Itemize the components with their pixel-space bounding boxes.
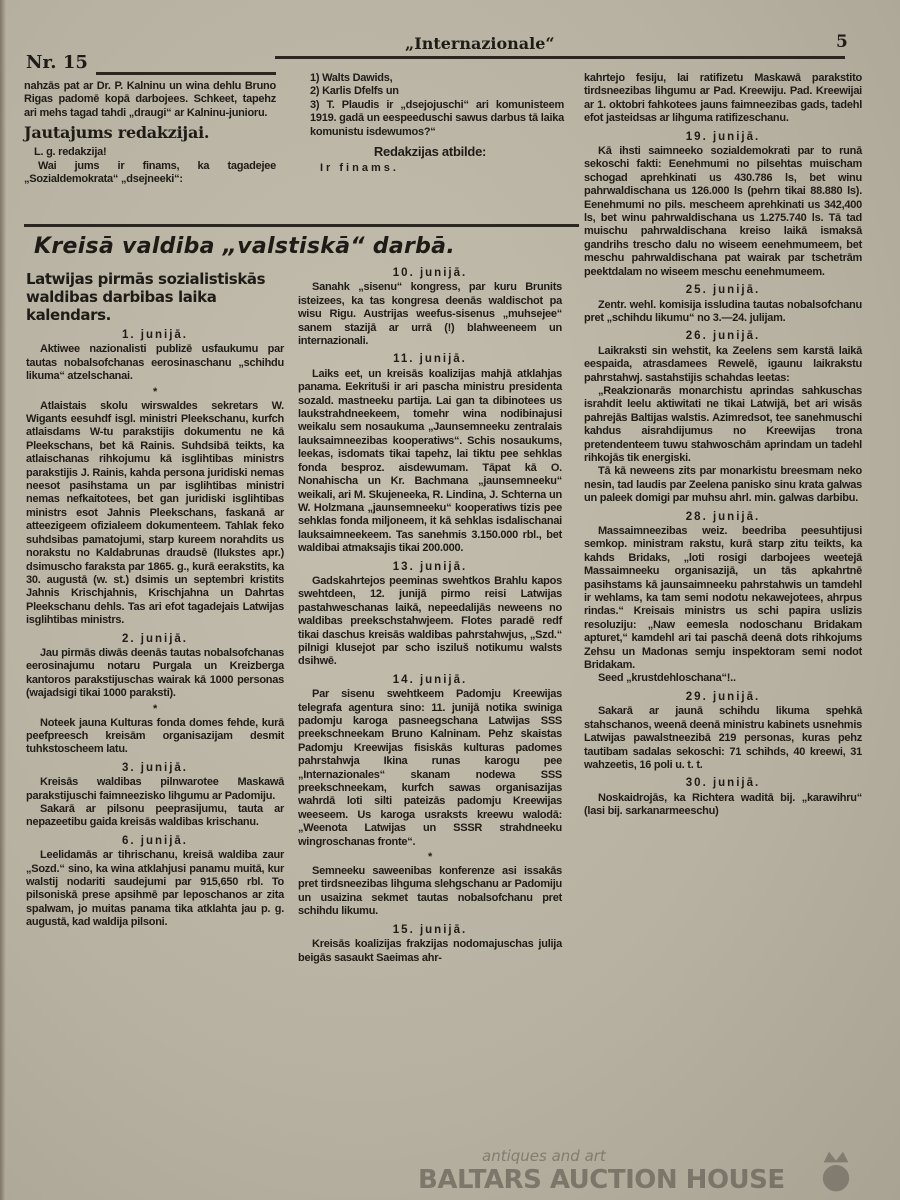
header-rule (275, 56, 845, 59)
entry-date: 26. junijā. (685, 330, 761, 343)
entry-text: Par sisenu swehtkeem Padomju Kreewijas telegrafa agentura sino: 11. junijā notika swiniga padomju karoga pasneegschana Latwijas SSS preekschneekam Bruno Kalninam. Pehz skaistas Padomju Kreewijas fisiskās kulturas padomes pahrstahwja Ikina runas karogu pee „Internazionales“ skanam nodewa SSS preekschneekam, kurfch sawas organisazijas wahrdā loti silti pateizās padomju Kreewijas weeseem. Us karoga usraksts kreewu walodā: „Weenota Latwijas un SSSR strahdneeku wingroschanas fronte“. (298, 688, 562, 848)
entry-date: 19. junijā. (685, 130, 761, 143)
sub-headline: Latwijas pirmās sozialistiskās waldibas darbibas laika kalendars. (26, 270, 266, 324)
page-spine-shadow (0, 0, 6, 1200)
main-headline: Kreisā valdiba „valstiskā“ darbā. (34, 234, 455, 259)
entry-text: Noteek jauna Kulturas fonda domes fehde, kurā peefpreesch kreisām organisazijam desmit tuhkstoscheem latu. (26, 716, 284, 756)
entry-date: 11. junijā. (393, 353, 467, 366)
separator-star: * (152, 385, 158, 398)
entry-text: Kreisās waldibas pilnwarotee Maskawā parakstijuschi faimneezisko lihgumu ar Padomiju. (26, 776, 284, 802)
entry-date: 28. junijā. (685, 510, 761, 523)
issue-number: Nr. 15 (26, 52, 88, 73)
entry-text: Jau pirmās diwās deenās tautas nobalsofchanas eerosinajumu notaru Purgala un Kreizberga kantoros parakstijuschas wairak kā 1000 personas (wajadsigi tikai 1000 paraksti). (26, 646, 284, 700)
article-column-left (26, 270, 284, 930)
entry-text: Kreisās koalizijas frakzijas nodomajuschas julija beigās sasaukt Saeimas ahr- (298, 938, 562, 964)
entry-date: 14. junijā. (392, 673, 468, 686)
crown-logo-icon (818, 1150, 854, 1194)
entry-text: Leelidamās ar tihrischanu, kreisā waldiba zaur „Sozd.“ sino, ka wina atklahjusi panamu muitā, kur walstij nodariti saudejumi par 915,650 rbl. To pilsoniskā prese apsihmē par leposchanos ar zita spalwam, jo muitas panama tika atklahta jau p. g. augustā, kad waldija pilsoni. (26, 849, 284, 929)
top-left-column (24, 80, 276, 186)
newspaper-title: „Internazionale“ (405, 34, 555, 53)
entry-date: 29. junijā. (685, 690, 761, 703)
entry-text: Sakarā ar pilsonu peeprasijumu, tauta ar nepazeetibu gaida kreisās waldibas krischanu. (26, 803, 284, 829)
article-column-right (584, 72, 862, 819)
continuation-text: kahrtejo fesiju, lai ratifizetu Maskawā parakstito tirdsneezibas lihgumu ar Pad. Kreewiju. Pad. Kreewijai ar 1. oktobri fahkotees jauns faimneezibas gads, tadehl efot jasteidsas ar lihguma ratifizeschanu. (584, 72, 862, 125)
list-item: 3) T. Plaudis ir „dsejojuschi“ ari komunisteem 1919. gadā un eespeeduschi sawus darbus tā laika komunistu isdewumos?“ (310, 98, 564, 138)
auction-house-watermark (418, 1147, 858, 1198)
entry-text: Sakarā ar jaunā schihdu likuma spehkā stahschanos, weenā deenā ministru kabinets usnehmis Latwijas pawalstneezibā 219 personas, kuras pehz tautibam sadalas sekoschi: 71 schihds, 40 kreewi, 31 wahzeetis, 16 poli u. t. t. (584, 705, 862, 771)
entry-text: Noskaidrojās, ka Richtera waditā bij. „karawihru“ (lasi bij. sarkanarmeeschu) (584, 791, 862, 818)
entry-text: Kā ihsti saimneeko sozialdemokrati par to runā sekoschi fakti: Eenehmumi no pilsehtas muischam schogad aprehkinati us 430.786 ls, bet winu pahrwaldischana us 126.000 ls (pehrn tikai 88.880 ls). Eenehmumi no pils. mescheem aprehkinati us 342,400 ls, bet winu pahrwaldischana us 1.275.740 ls. Tā tad muischu pahrwaldischana kreiso laikā ismaksā gandrihs trescho dalu no wiseem eenehmumeem, bet meschu pahrwaldischana pat wairak par tschetrām peektdalam no wiseem meschu eenehmumeem. (584, 145, 862, 278)
entry-text: Massaimneezibas weiz. beedriba peesuhtijusi semkop. ministram rakstu, kurā starp zitu teikts, ka kahds Bridaks, „loti rosigi darbojees weetejā Massaimneeku organisazijā, un tās apkahrtnē pasihstams kā jaunsaimneeku pahrstahwis un tamdehl ir wehlams, ka tam semi nodotu nekawejotees, ahrpus rindas.“ Kreisais ministrs us schi papira uslizis resoluziju: „Naw eemesla nodoschanu Bridakam apturet,“ kamdehl ari tai paschā deenā dots rihkojums Zehsu un Madonas semju inspektoram semi nodot Bridakam. (584, 525, 862, 672)
entry-date: 3. junijā. (121, 761, 188, 774)
poet-list (296, 72, 564, 139)
header-rule-left (96, 72, 276, 75)
entry-date: 30. junijā. (685, 777, 761, 790)
page-number: 5 (836, 32, 848, 52)
entry-date: 25. junijā. (685, 284, 761, 297)
top-middle-column (296, 72, 564, 176)
separator-star: * (427, 851, 433, 864)
entry-text: Gadskahrtejos peeminas swehtkos Brahlu kapos swehtdeen, 12. junijā pirmo reisi Latwijas pastahweschanas laikā, nepeedalijās neweens no waldibas preekschstahwjeem. Flotes paradē redf tikai daschus kreisās waldibas pahrstahwjus, „Szd.“ pilnigi klusejot par scho isziluš notikumu walsts dsihwē. (298, 574, 562, 668)
entry-date: 2. junijā. (121, 632, 188, 645)
watermark-brand: BALTARS AUCTION HOUSE (418, 1165, 785, 1195)
section-rule (24, 224, 579, 227)
reply-text: Ir finams. (320, 162, 399, 175)
watermark-tagline: antiques and art (482, 1147, 606, 1165)
entry-text: Laikraksti sin wehstit, ka Zeelens sem karstā laikā eespaida, atrasdamees Rewelē, igaunu laikrakstu pahrstahwj. sastahstijis schahdas leetas: (584, 344, 862, 384)
entry-text: Seed „krustdehloschana“!.. (598, 672, 736, 685)
entry-date: 13. junijā. (392, 560, 468, 573)
continuation-text: nahzās pat ar Dr. P. Kalninu un wina dehlu Bruno Rigas padomē kopā darbojees. Schkeet, tapehz ari mehs tagad tahdi „draugi“ ar Kalninu-junioru. (24, 80, 276, 119)
entry-text: Laiks eet, un kreisās koalizijas mahjā atklahjas panama. Eekrituši ir ari pascha ministru presidenta sozald. mastneeku partija. Lai gan ta dibinotees us laukstrahdneekeem, tomehr wina nodibinajusi weikalu sem nosaukuma „Jaunsemneeku zentralais lauksaimneezibas kooperatiws“. Schis nosaukums, leekas, isdomats tikai tapehz, lai tiktu pee sehklas fonda besproz. aisdewumam. Tāpat kā O. Nonahischa un Kr. Bachmana „jaunsemneeku“ weikali, ari M. Skujeneeka, R. Lindina, J. Schterna un W. Holzmana „jaunsemneeku“ kooperatiws tizis pee sehklas fonda miljoneem, it kā sehklas isdalischanai lauksaimneekeem. Tas sanehmis 3.150.000 rbl., bet waldibai atmaksajis tikai 200.000. (298, 367, 562, 555)
list-item: 1) Walts Dawids, (310, 72, 393, 84)
entry-date: 10. junijā. (392, 267, 468, 279)
entry-text: Aktiwee nazionalisti publizē usfaukumu par tautas nobalsofchanas eerosinaschanu „schihdu likuma“ atzelschanai. (26, 343, 284, 383)
letter-salutation: L. g. redakzija! (34, 146, 107, 159)
separator-star: * (152, 702, 158, 715)
article-column-middle (298, 262, 562, 965)
entry-text: Semneeku saweenibas konferenze asi issakās pret tirdsneezibas lihguma slehgschanu ar Padomiju un usaizina sekmet tautas nobalsofchanu pret schihdu likumu. (298, 865, 562, 918)
list-item: 2) Karlis Dfelfs un (310, 85, 399, 98)
entry-date: 15. junijā. (392, 923, 468, 936)
entry-text: „Reakzionarās monarchistu aprindas sahkuschas israhdit leelu aktiwitati ne tikai Latwijā, bet ari wisās pahrejās Baltijas walstis. Azimredsot, tee sanehmuschi kahdus aisrahdijumus no Kreewijas trona pretendenteem tuwu stahwoschām aprindam un tadehl rihkojās tik energiski. (584, 384, 862, 464)
letter-question: Wai jums ir finams, ka tagadejee „Sozialdemokrata“ „dsejneeki“: (24, 159, 276, 186)
entry-text: Atlaistais skolu wirswaldes sekretars W. Wigants eesuhdf isgl. ministri Pleekschanu, kurfch atlaisdams W-tu parakstijis dokumentu ne kā Pleekschans, bet kā Rainis. Suhdsibā teikts, ka atlaischanas rihkojumu kā isglihtibas ministrs parakstijis J. Rainis, kahda persona juridiski nemas neesot pasihstama un par isglihtibas ministri nemas nefkaitotees, bet gan juridiski isglihtibas ministrs esot Jahnis Pleekschans, faskanā ar atteezigeem ofizialeem dokumenteem. Tahlak feko suhdsibas pamatojumi, starp kureem norahdits us norakstu no Kaldabrunas draudsē (Ilukstes apr.) dsimuscho faraksta par 1865. g., kurā eerakstits, ka 30. augustā (w. st.) dsimis un septembri kristits Jahnis Krischjahnis, Krischjahna un Dahrtas Pleekschanu dehls. Tas ari efot tagadejais Latwijas isglihtibas ministrs. (26, 399, 284, 627)
question-heading: Jautajums redakzijai. (24, 123, 210, 143)
entry-date: 6. junijā. (121, 834, 188, 847)
entry-text: Zentr. wehl. komisija issludina tautas nobalsofchanu pret „schihdu likumu“ no 3.—24. julijam. (584, 298, 862, 324)
entry-text: Sanahk „sisenu“ kongress, par kuru Brunits isteizees, ka tas kongresa deenās waldischot pa wisu Rigu. Austrijas weefus-sisenus „muhsejee“ sanem stazijā ar urrā (!) blahweeneem un internazionali. (298, 281, 562, 348)
reply-heading: Redakzijas atbilde: (373, 144, 487, 160)
entry-date: 1. junijā. (121, 329, 188, 341)
entry-text: Tā kā neweens zits par monarkistu breesmam neko nesin, tad laudis par Zeelena panisko sinu krata galwas un paleek domigi par muhsu ahrl. min. galwas darbibu. (584, 465, 862, 505)
